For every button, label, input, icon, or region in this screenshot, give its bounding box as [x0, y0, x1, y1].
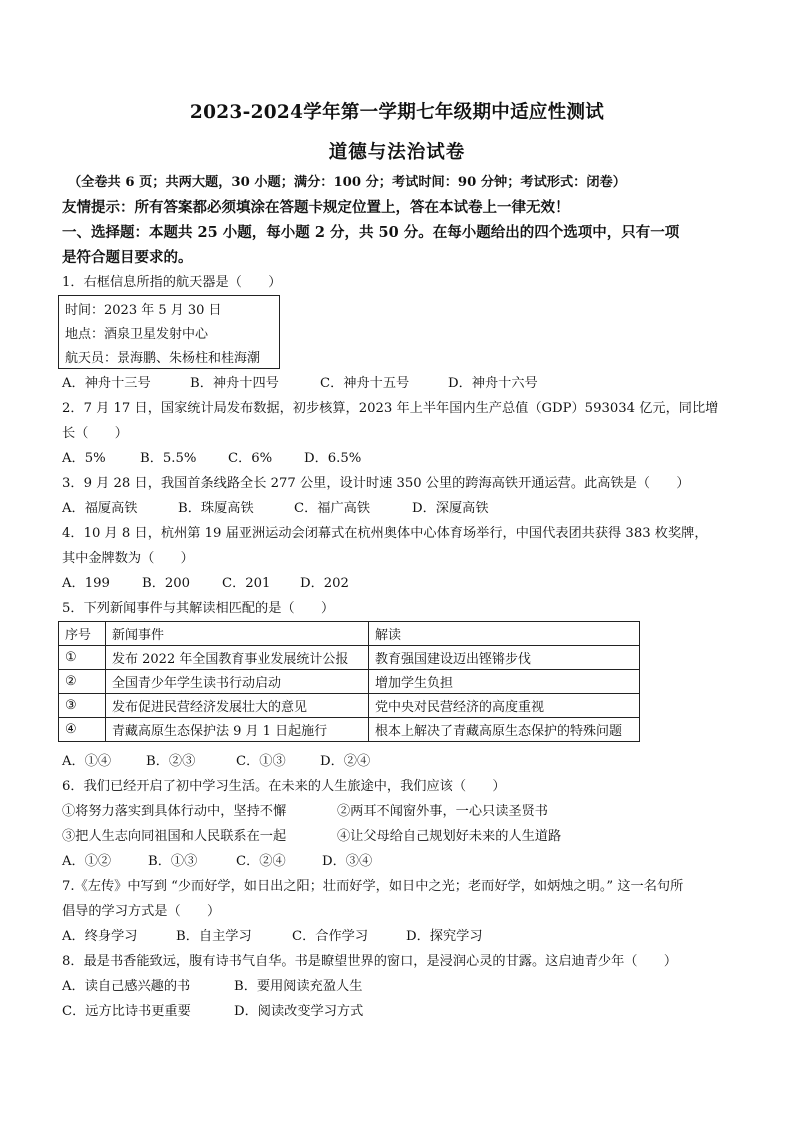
option-b[interactable]: B．①③ [148, 854, 198, 869]
question-3-stem: 3．9 月 28 日，我国首条线路全长 277 公里，设计时速 350 公里的跨海高铁开通运营。此高铁是（ ） [62, 476, 690, 491]
option-a[interactable]: A．5% [62, 451, 106, 466]
question-4-stem-line2: 其中金牌数为（ ） [62, 551, 194, 566]
statement-item: ④让父母给自己规划好未来的人生道路 [337, 829, 562, 844]
table-cell: ④ [59, 718, 106, 742]
question-1-options [62, 374, 538, 394]
question-8-options-row1 [62, 977, 362, 997]
table-cell: 青藏高原生态保护法 9 月 1 日起施行 [106, 718, 369, 742]
question-2-stem-line2: 长（ ） [62, 426, 128, 441]
option-d[interactable]: D．探究学习 [406, 929, 483, 944]
option-d[interactable]: D．深厦高铁 [412, 501, 489, 516]
question-6-stem: 6．我们已经开启了初中学习生活。在未来的人生旅途中，我们应该（ ） [62, 779, 506, 794]
option-b[interactable]: B．要用阅读充盈人生 [234, 979, 363, 994]
option-b[interactable]: B．②③ [146, 754, 196, 769]
exam-title: 2023-2024学年第一学期七年级期中适应性测试 [189, 102, 605, 123]
table-cell: 发布 2022 年全国教育事业发展统计公报 [106, 646, 369, 670]
statement-item: ②两耳不闻窗外事，一心只读圣贤书 [337, 804, 548, 819]
table-cell: ① [59, 646, 106, 670]
question-6-items-row1 [62, 802, 548, 822]
option-c[interactable]: C．福广高铁 [294, 501, 371, 516]
option-a[interactable]: A．199 [62, 576, 110, 591]
question-5-stem: 5．下列新闻事件与其解读相匹配的是（ ） [62, 601, 335, 616]
option-d[interactable]: D．202 [300, 576, 349, 591]
table-row [59, 718, 640, 742]
table-header-cell: 解读 [369, 622, 640, 646]
table-cell: 全国青少年学生读书行动启动 [106, 670, 369, 694]
table-cell: ③ [59, 694, 106, 718]
option-b[interactable]: B．神舟十四号 [190, 376, 279, 391]
table-row [59, 694, 640, 718]
section1-instructions-line2: 是符合题目要求的。 [62, 249, 193, 266]
question-4-stem-line1: 4．10 月 8 日，杭州第 19 届亚洲运动会闭幕式在杭州奥体中心体育场举行，中国代表团共获得 383 枚奖牌， [62, 526, 708, 541]
table-cell: ② [59, 670, 106, 694]
statement-item: ①将努力落实到具体行动中，坚持不懈 [62, 804, 287, 819]
option-c[interactable]: C．②④ [236, 854, 286, 869]
option-c[interactable]: C．神舟十五号 [320, 376, 410, 391]
question-3-options [62, 499, 489, 519]
option-a[interactable]: A．福厦高铁 [62, 501, 138, 516]
table-row [59, 646, 640, 670]
option-a[interactable]: A．神舟十三号 [62, 376, 151, 391]
option-b[interactable]: B．5.5% [140, 451, 197, 466]
question-2-stem-line1: 2．7 月 17 日，国家统计局发布数据，初步核算，2023 年上半年国内生产总值（GDP）593034 亿元，同比增 [62, 401, 719, 416]
question-6-options [62, 852, 372, 872]
option-b[interactable]: B．珠厦高铁 [178, 501, 254, 516]
friendly-tip: 友情提示：所有答案都必须填涂在答题卡规定位置上，答在本试卷上一律无效！ [62, 199, 570, 216]
table-cell: 发布促进民营经济发展壮大的意见 [106, 694, 369, 718]
section1-instructions-line1: 一、选择题：本题共 25 小题，每小题 2 分，共 50 分。在每小题给出的四个选项中，只有一项 [62, 224, 680, 241]
table-header-cell: 新闻事件 [106, 622, 369, 646]
statement-item: ③把人生志向同祖国和人民联系在一起 [62, 829, 287, 844]
option-a[interactable]: A．终身学习 [62, 929, 138, 944]
info-box-line: 地点：酒泉卫星发射中心 [65, 327, 209, 342]
option-a[interactable]: A．①④ [62, 754, 112, 769]
option-a[interactable]: A．①② [62, 854, 112, 869]
question-4-options [62, 574, 349, 594]
question-8-stem: 8．最是书香能致远，腹有诗书气自华。书是瞭望世界的窗口，是浸润心灵的甘露。这启迪青少年（ ） [62, 954, 678, 969]
table-row [59, 670, 640, 694]
question-7-options [62, 927, 483, 947]
question-5-news-table [58, 621, 640, 742]
table-cell: 增加学生负担 [369, 670, 640, 694]
question-2-options [62, 449, 361, 469]
info-box-line: 航天员：景海鹏、朱杨柱和桂海潮 [65, 351, 261, 366]
option-d[interactable]: D．神舟十六号 [448, 376, 538, 391]
table-cell: 教育强国建设迈出铿锵步伐 [369, 646, 640, 670]
option-d[interactable]: D．③④ [322, 854, 373, 869]
table-cell: 党中央对民营经济的高度重视 [369, 694, 640, 718]
option-c[interactable]: C．远方比诗书更重要 [62, 1004, 191, 1019]
info-box-line: 时间：2023 年 5 月 30 日 [65, 303, 222, 318]
option-c[interactable]: C．①③ [236, 754, 286, 769]
table-cell: 根本上解决了青藏高原生态保护的特殊问题 [369, 718, 640, 742]
option-c[interactable]: C．合作学习 [292, 929, 369, 944]
exam-info: （全卷共 6 页；共两大题，30 小题；满分：100 分；考试时间：90 分钟；考试形式：闭卷） [68, 175, 626, 190]
question-5-options [62, 752, 370, 772]
question-7-stem-line2: 倡导的学习方式是（ ） [62, 904, 221, 919]
option-c[interactable]: C．201 [222, 576, 271, 591]
question-1-stem: 1．右框信息所指的航天器是（ ） [62, 275, 282, 290]
question-6-items-row2 [62, 827, 561, 847]
question-7-stem-line1: 7.《左传》中写到 “少而好学，如日出之阳；壮而好学，如日中之光；老而好学，如炳烛之明。” 这一名句所 [62, 879, 684, 894]
option-d[interactable]: D．6.5% [304, 451, 362, 466]
option-b[interactable]: B．200 [142, 576, 191, 591]
question-8-options-row2 [62, 1002, 363, 1022]
option-d[interactable]: D．②④ [320, 754, 371, 769]
table-header-row [59, 622, 640, 646]
option-b[interactable]: B．自主学习 [176, 929, 252, 944]
exam-subtitle: 道德与法治试卷 [328, 142, 466, 163]
option-d[interactable]: D．阅读改变学习方式 [234, 1004, 364, 1019]
option-c[interactable]: C．6% [228, 451, 273, 466]
option-a[interactable]: A．读自己感兴趣的书 [62, 979, 191, 994]
table-header-cell: 序号 [59, 622, 106, 646]
question-1-info-box [58, 295, 280, 369]
